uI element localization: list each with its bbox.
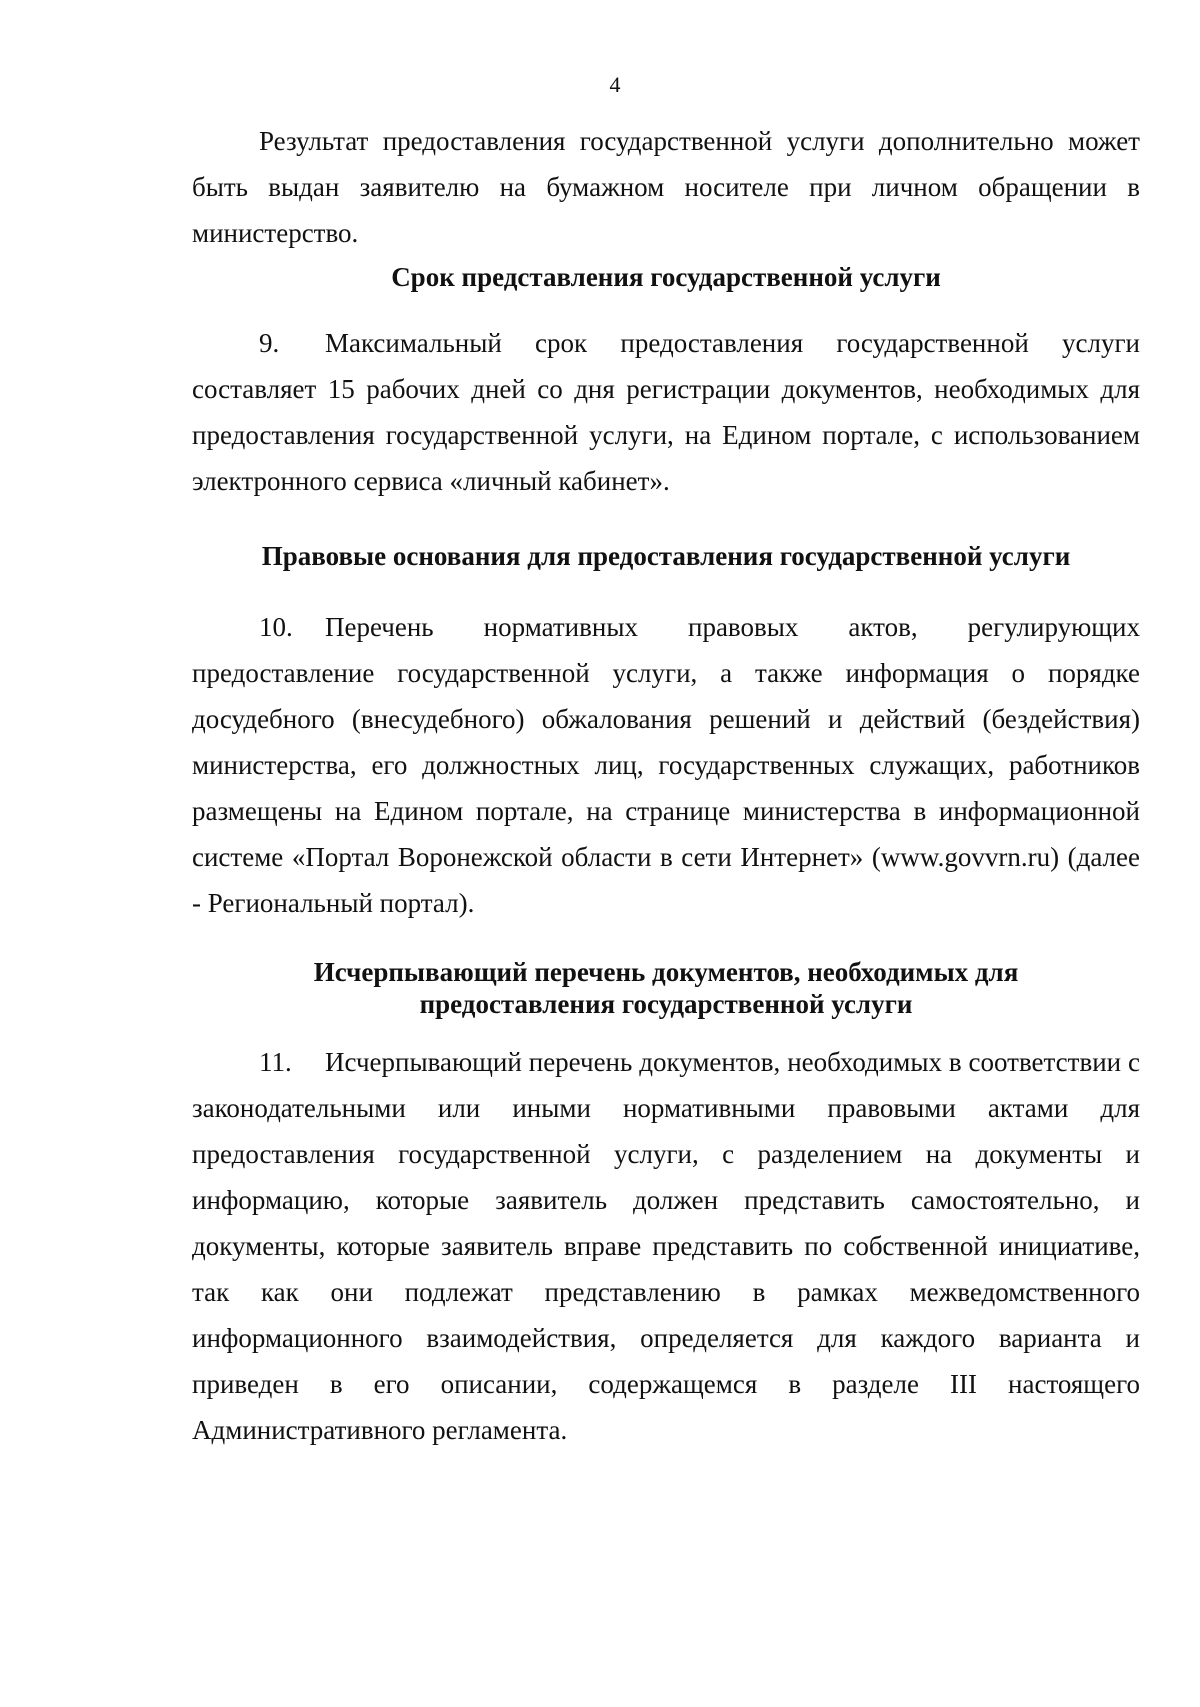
section-term-heading: Срок представления государственной услуги bbox=[391, 262, 941, 292]
paragraph-text: Исчерпывающий перечень документов, необходимых в соответствии с законодательными или иными нормативными правовыми актами для предоставления государственной услуги, с разделением на документы и информацию, которые заявитель должен представить самостоятельно, и документы, которые заявитель вправе представить по собственной инициативе, так как они подлежат представлению в рамках межведомственного информационного взаимодействия, определяется для каждого варианта и приведен в его описании, содержащемся в разделе III настоящего Административного регламента. bbox=[192, 1047, 1140, 1445]
page-number: 4 bbox=[609, 72, 621, 97]
section-documents-paragraph bbox=[192, 1039, 1140, 1453]
section-legal-heading: Правовые основания для предоставления государственной услуги bbox=[261, 541, 1071, 571]
section-term-paragraph bbox=[192, 320, 1140, 504]
paragraph-number: 10. bbox=[259, 612, 293, 642]
section-legal-paragraph bbox=[192, 604, 1140, 926]
paragraph-text: Максимальный срок предоставления государственной услуги составляет 15 рабочих дней со дня регистрации документов, необходимых для предоставления государственной услуги, на Едином портале, с использованием электронного сервиса «личный кабинет». bbox=[192, 328, 1140, 496]
section-documents-heading-line2: предоставления государственной услуги bbox=[419, 989, 913, 1019]
section-term-body bbox=[192, 320, 1140, 504]
section-documents-body bbox=[192, 1039, 1140, 1453]
section-documents-heading-line1: Исчерпывающий перечень документов, необходимых для bbox=[313, 957, 1019, 987]
section-term bbox=[192, 254, 1140, 300]
paragraph-number: 11. bbox=[259, 1047, 292, 1077]
section-documents bbox=[192, 956, 1140, 1020]
paragraph-number: 9. bbox=[259, 328, 280, 358]
intro-block bbox=[192, 118, 1140, 256]
paragraph-text: Перечень нормативных правовых актов, регулирующих предоставление государственной услуги, а также информация о порядке досудебного (внесудебного) обжалования решений и действий (бездействия) министерства, его должностных лиц, государственных служащих, работников размещены на Едином портале, на странице министерства в информационной системе «Портал Воронежской области в сети Интернет» (www.govvrn.ru) (далее - Региональный портал). bbox=[192, 612, 1140, 918]
intro-paragraph: Результат предоставления государственной услуги дополнительно может быть выдан заявителю на бумажном носителе при личном обращении в министерство. bbox=[192, 126, 1140, 248]
section-legal bbox=[192, 533, 1140, 579]
section-legal-body bbox=[192, 604, 1140, 926]
